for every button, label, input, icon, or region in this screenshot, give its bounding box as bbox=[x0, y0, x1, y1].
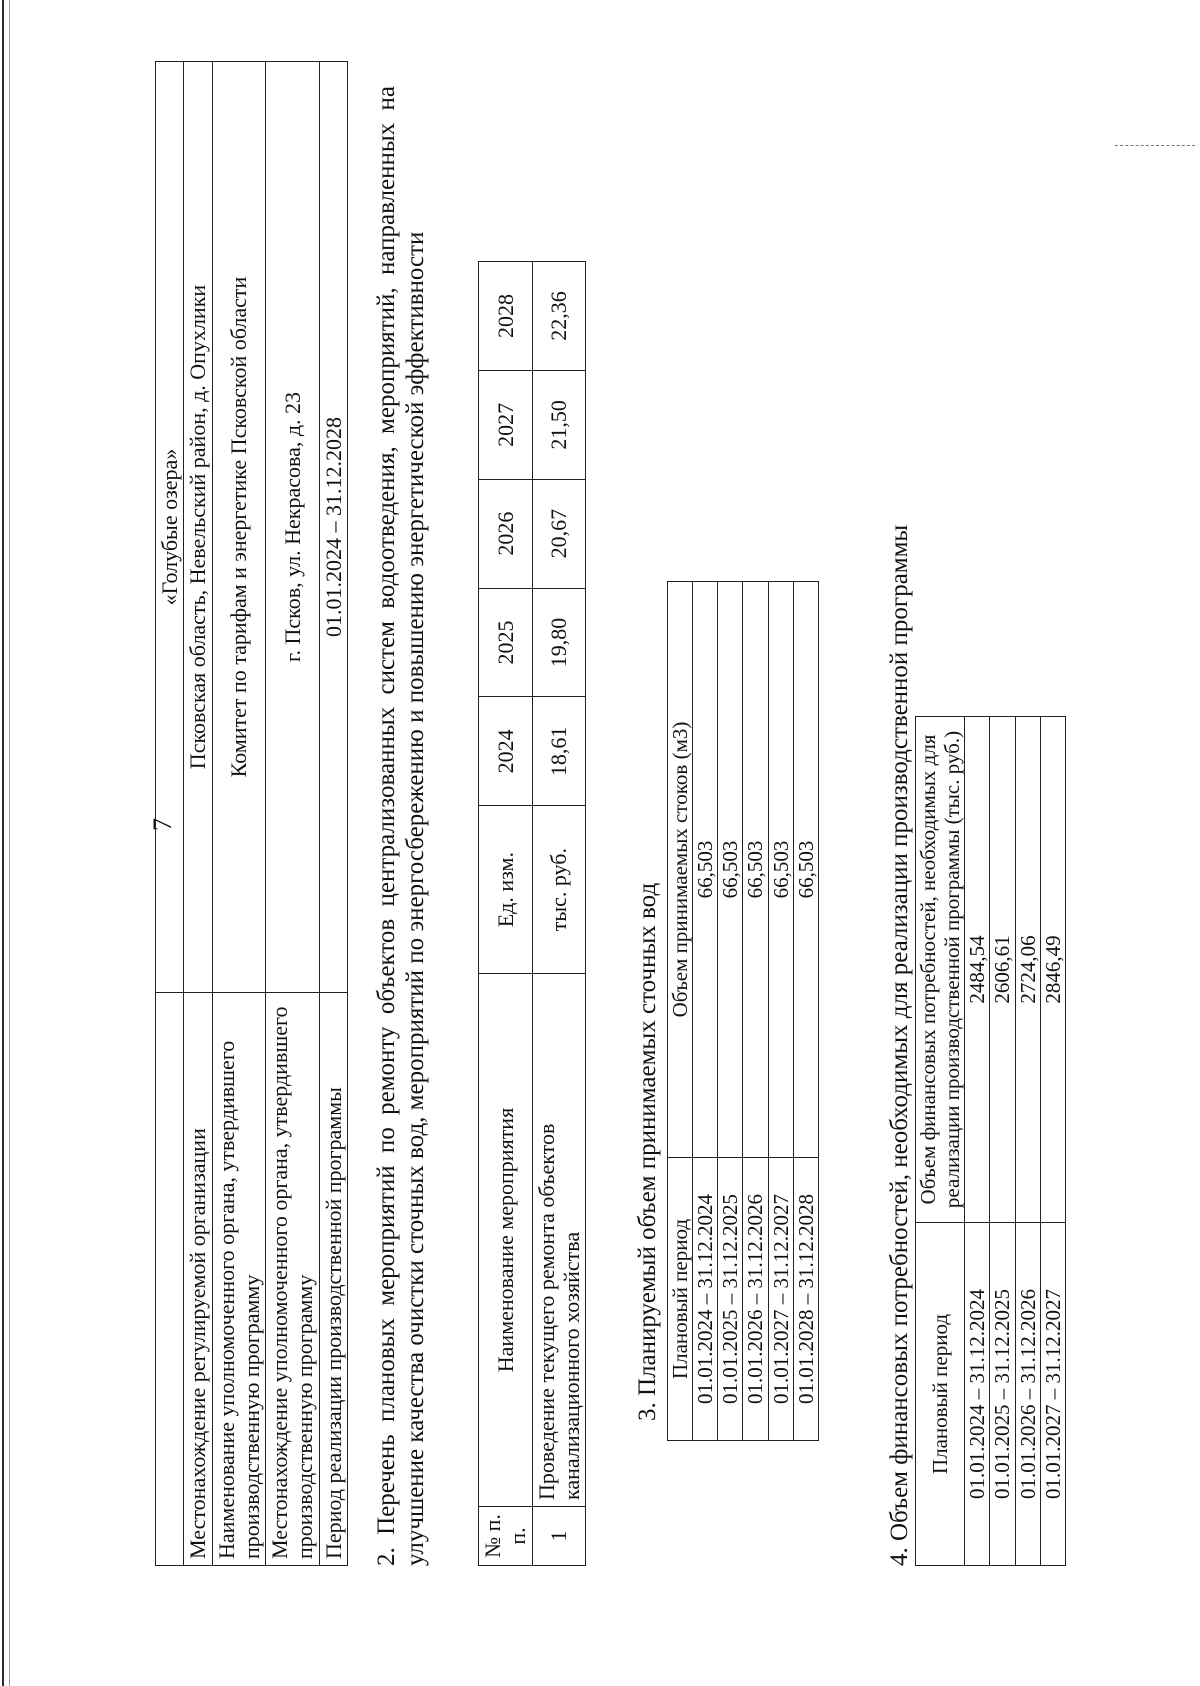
info-label: Наименование уполномоченного органа, утвердившего производственную программу bbox=[212, 993, 266, 1566]
table-row bbox=[156, 62, 184, 1566]
value-cell: 66,503 bbox=[693, 582, 718, 1158]
period-cell: 01.01.2024 – 31.12.2024 bbox=[693, 1158, 718, 1441]
period-cell: 01.01.2027 – 31.12.2027 bbox=[1040, 1223, 1065, 1566]
info-label: Период реализации производственной программы bbox=[319, 993, 347, 1566]
column-header: 2028 bbox=[479, 262, 533, 371]
column-header: Наименование мероприятия bbox=[479, 974, 533, 1507]
info-value: Комитет по тарифам и энергетике Псковской области bbox=[212, 62, 266, 993]
row-number: 1 bbox=[532, 1507, 586, 1566]
period-cell: 01.01.2028 – 31.12.2028 bbox=[793, 1158, 818, 1441]
column-header: 2027 bbox=[479, 370, 533, 479]
info-label: Местонахождение уполномоченного органа, утвердившего производственную программу bbox=[266, 993, 320, 1566]
period-cell: 01.01.2024 – 31.12.2024 bbox=[965, 1223, 990, 1566]
value-cell: 21,50 bbox=[532, 370, 586, 479]
value-cell: 22,36 bbox=[532, 262, 586, 371]
measure-name: Проведение текущего ремонта объектов канализационного хозяйства bbox=[532, 974, 586, 1507]
value-cell: 2846,49 bbox=[1040, 717, 1065, 1223]
table-row bbox=[532, 262, 586, 1566]
unit-cell: тыс. руб. bbox=[532, 806, 586, 974]
table-row bbox=[1040, 717, 1065, 1566]
table-header-row bbox=[668, 582, 693, 1441]
page-number: 7 bbox=[148, 818, 177, 831]
value-cell: 19,80 bbox=[532, 588, 586, 697]
table-row bbox=[693, 582, 718, 1441]
table-row bbox=[266, 62, 320, 1566]
period-cell: 01.01.2025 – 31.12.2025 bbox=[990, 1223, 1015, 1566]
table-row bbox=[743, 582, 768, 1441]
organization-info-table bbox=[155, 61, 348, 1566]
column-header: 2026 bbox=[479, 479, 533, 588]
info-value: Псковская область, Невельский район, д. Опухлики bbox=[184, 62, 212, 993]
period-cell: 01.01.2026 – 31.12.2026 bbox=[743, 1158, 768, 1441]
table-header-row bbox=[479, 262, 533, 1566]
table-row bbox=[768, 582, 793, 1441]
column-header: Ед. изм. bbox=[479, 806, 533, 974]
table-row bbox=[1015, 717, 1040, 1566]
financial-needs-table bbox=[915, 716, 1066, 1566]
value-cell: 2606,61 bbox=[990, 717, 1015, 1223]
table-header-row bbox=[916, 717, 965, 1566]
value-cell: 66,503 bbox=[743, 582, 768, 1158]
section-4-heading: 4. Объем финансовых потребностей, необходимых для реализации производственной программы bbox=[886, 524, 913, 1566]
table-row bbox=[212, 62, 266, 1566]
table-row bbox=[319, 62, 347, 1566]
value-cell: 66,503 bbox=[718, 582, 743, 1158]
section-3-heading: 3. Планируемый объем принимаемых сточных вод bbox=[634, 882, 661, 1421]
value-cell: 66,503 bbox=[793, 582, 818, 1158]
column-header: Объем финансовых потребностей, необходимых для реализации производственной программы (тыс. руб.) bbox=[916, 717, 965, 1223]
info-label: Местонахождение регулируемой организации bbox=[184, 993, 212, 1566]
column-header: 2025 bbox=[479, 588, 533, 697]
measures-table bbox=[478, 261, 586, 1566]
column-header: 2024 bbox=[479, 697, 533, 806]
table-row bbox=[965, 717, 990, 1566]
info-value: 01.01.2024 – 31.12.2028 bbox=[319, 62, 347, 993]
info-value: «Голубые озера» bbox=[156, 62, 184, 993]
value-cell: 2724,06 bbox=[1015, 717, 1040, 1223]
column-header: Плановый период bbox=[916, 1223, 965, 1566]
wastewater-volume-table bbox=[667, 581, 819, 1441]
table-row bbox=[990, 717, 1015, 1566]
column-header: № п. п. bbox=[479, 1507, 533, 1566]
table-row bbox=[793, 582, 818, 1441]
table-row bbox=[184, 62, 212, 1566]
info-value: г. Псков, ул. Некрасова, д. 23 bbox=[266, 62, 320, 993]
value-cell: 66,503 bbox=[768, 582, 793, 1158]
column-header: Объем принимаемых стоков (м3) bbox=[668, 582, 693, 1158]
column-header: Плановый период bbox=[668, 1158, 693, 1441]
period-cell: 01.01.2027 – 31.12.2027 bbox=[768, 1158, 793, 1441]
table-row bbox=[718, 582, 743, 1441]
section-2-heading: 2. Перечень плановых мероприятий по ремонту объектов централизованных систем водоотведения, мероприятий, направленных на улучшение качества очистки сточных вод, мероприятий по энергосбережению и повышению энергетической эффективности bbox=[373, 86, 429, 1566]
period-cell: 01.01.2025 – 31.12.2025 bbox=[718, 1158, 743, 1441]
info-label bbox=[156, 993, 184, 1566]
value-cell: 18,61 bbox=[532, 697, 586, 806]
value-cell: 2484,54 bbox=[965, 717, 990, 1223]
value-cell: 20,67 bbox=[532, 479, 586, 588]
period-cell: 01.01.2026 – 31.12.2026 bbox=[1015, 1223, 1040, 1566]
